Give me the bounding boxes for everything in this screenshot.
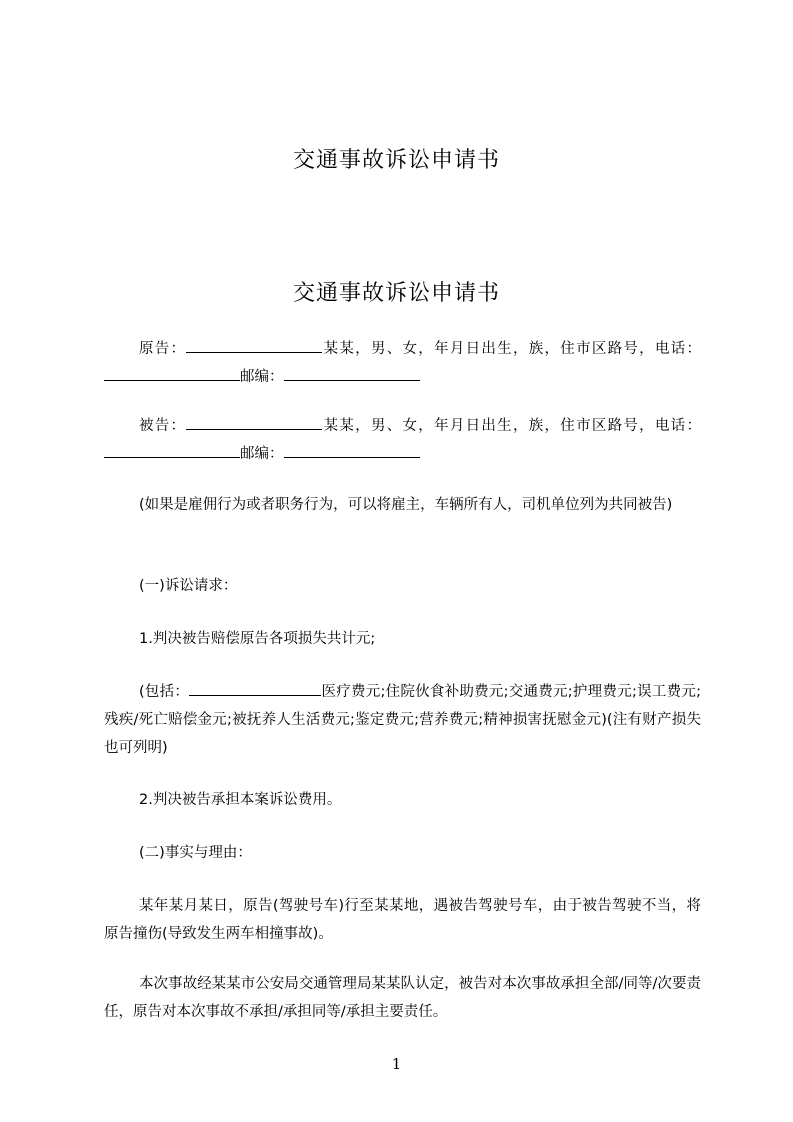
include-text: 医疗费元;住院伙食补助费元;交通费元;护理费元;误工费元;残疾/死亡赔偿金元;被抚养人生活费元;鉴定费元;营养费元;精神损害抚慰金元)(注有财产损失也可列明) <box>104 684 701 756</box>
section1-heading: (一)诉讼请求： <box>139 578 238 594</box>
plaintiff-name-blank <box>186 335 322 353</box>
defendant-details: 某某，男、女，年月日出生，族，住市区路号，电话： <box>322 418 702 434</box>
defendant-label: 被告： <box>139 418 187 434</box>
plaintiff-details: 某某，男、女，年月日出生，族，住市区路号，电话： <box>322 341 702 357</box>
header-title: 交通事故诉讼申请书 <box>292 148 500 173</box>
total-amount-blank <box>189 678 321 696</box>
plaintiff-postal-label: 邮编： <box>240 369 284 385</box>
plaintiff-phone-blank <box>104 363 240 381</box>
joint-defendant-note: (如果是雇佣行为或者职务行为，可以将雇主，车辆所有人，司机单位列为共同被告) <box>139 497 673 513</box>
defendant-postal-blank <box>284 440 420 458</box>
plaintiff-label: 原告： <box>139 341 187 357</box>
compensation-breakdown <box>104 678 701 762</box>
claim-item-1: 1.判决被告赔偿原告各项损失共计元; <box>139 631 376 647</box>
facts-paragraph: 某年某月某日，原告(驾驶号车)行至某某地，遇被告驾驶号车，由于被告驾驶不当，将原告撞伤(导致发生两车相撞事故)。 <box>104 898 701 942</box>
claim-item-2: 2.判决被告承担本案诉讼费用。 <box>139 792 342 808</box>
defendant-paragraph <box>104 412 701 468</box>
defendant-phone-blank <box>104 440 240 458</box>
main-title: 交通事故诉讼申请书 <box>292 281 500 306</box>
plaintiff-postal-blank <box>284 363 420 381</box>
defendant-name-blank <box>186 412 322 430</box>
section2-heading: (二)事实与理由： <box>139 845 252 861</box>
defendant-postal-label: 邮编： <box>240 446 284 462</box>
plaintiff-paragraph <box>104 335 701 391</box>
page-number: 1 <box>391 1055 402 1073</box>
include-prefix: (包括： <box>139 684 190 700</box>
responsibility-paragraph: 本次事故经某某市公安局交通管理局某某队认定，被告对本次事故承担全部/同等/次要责任，原告对本次事故不承担/承担同等/承担主要责任。 <box>104 976 701 1020</box>
